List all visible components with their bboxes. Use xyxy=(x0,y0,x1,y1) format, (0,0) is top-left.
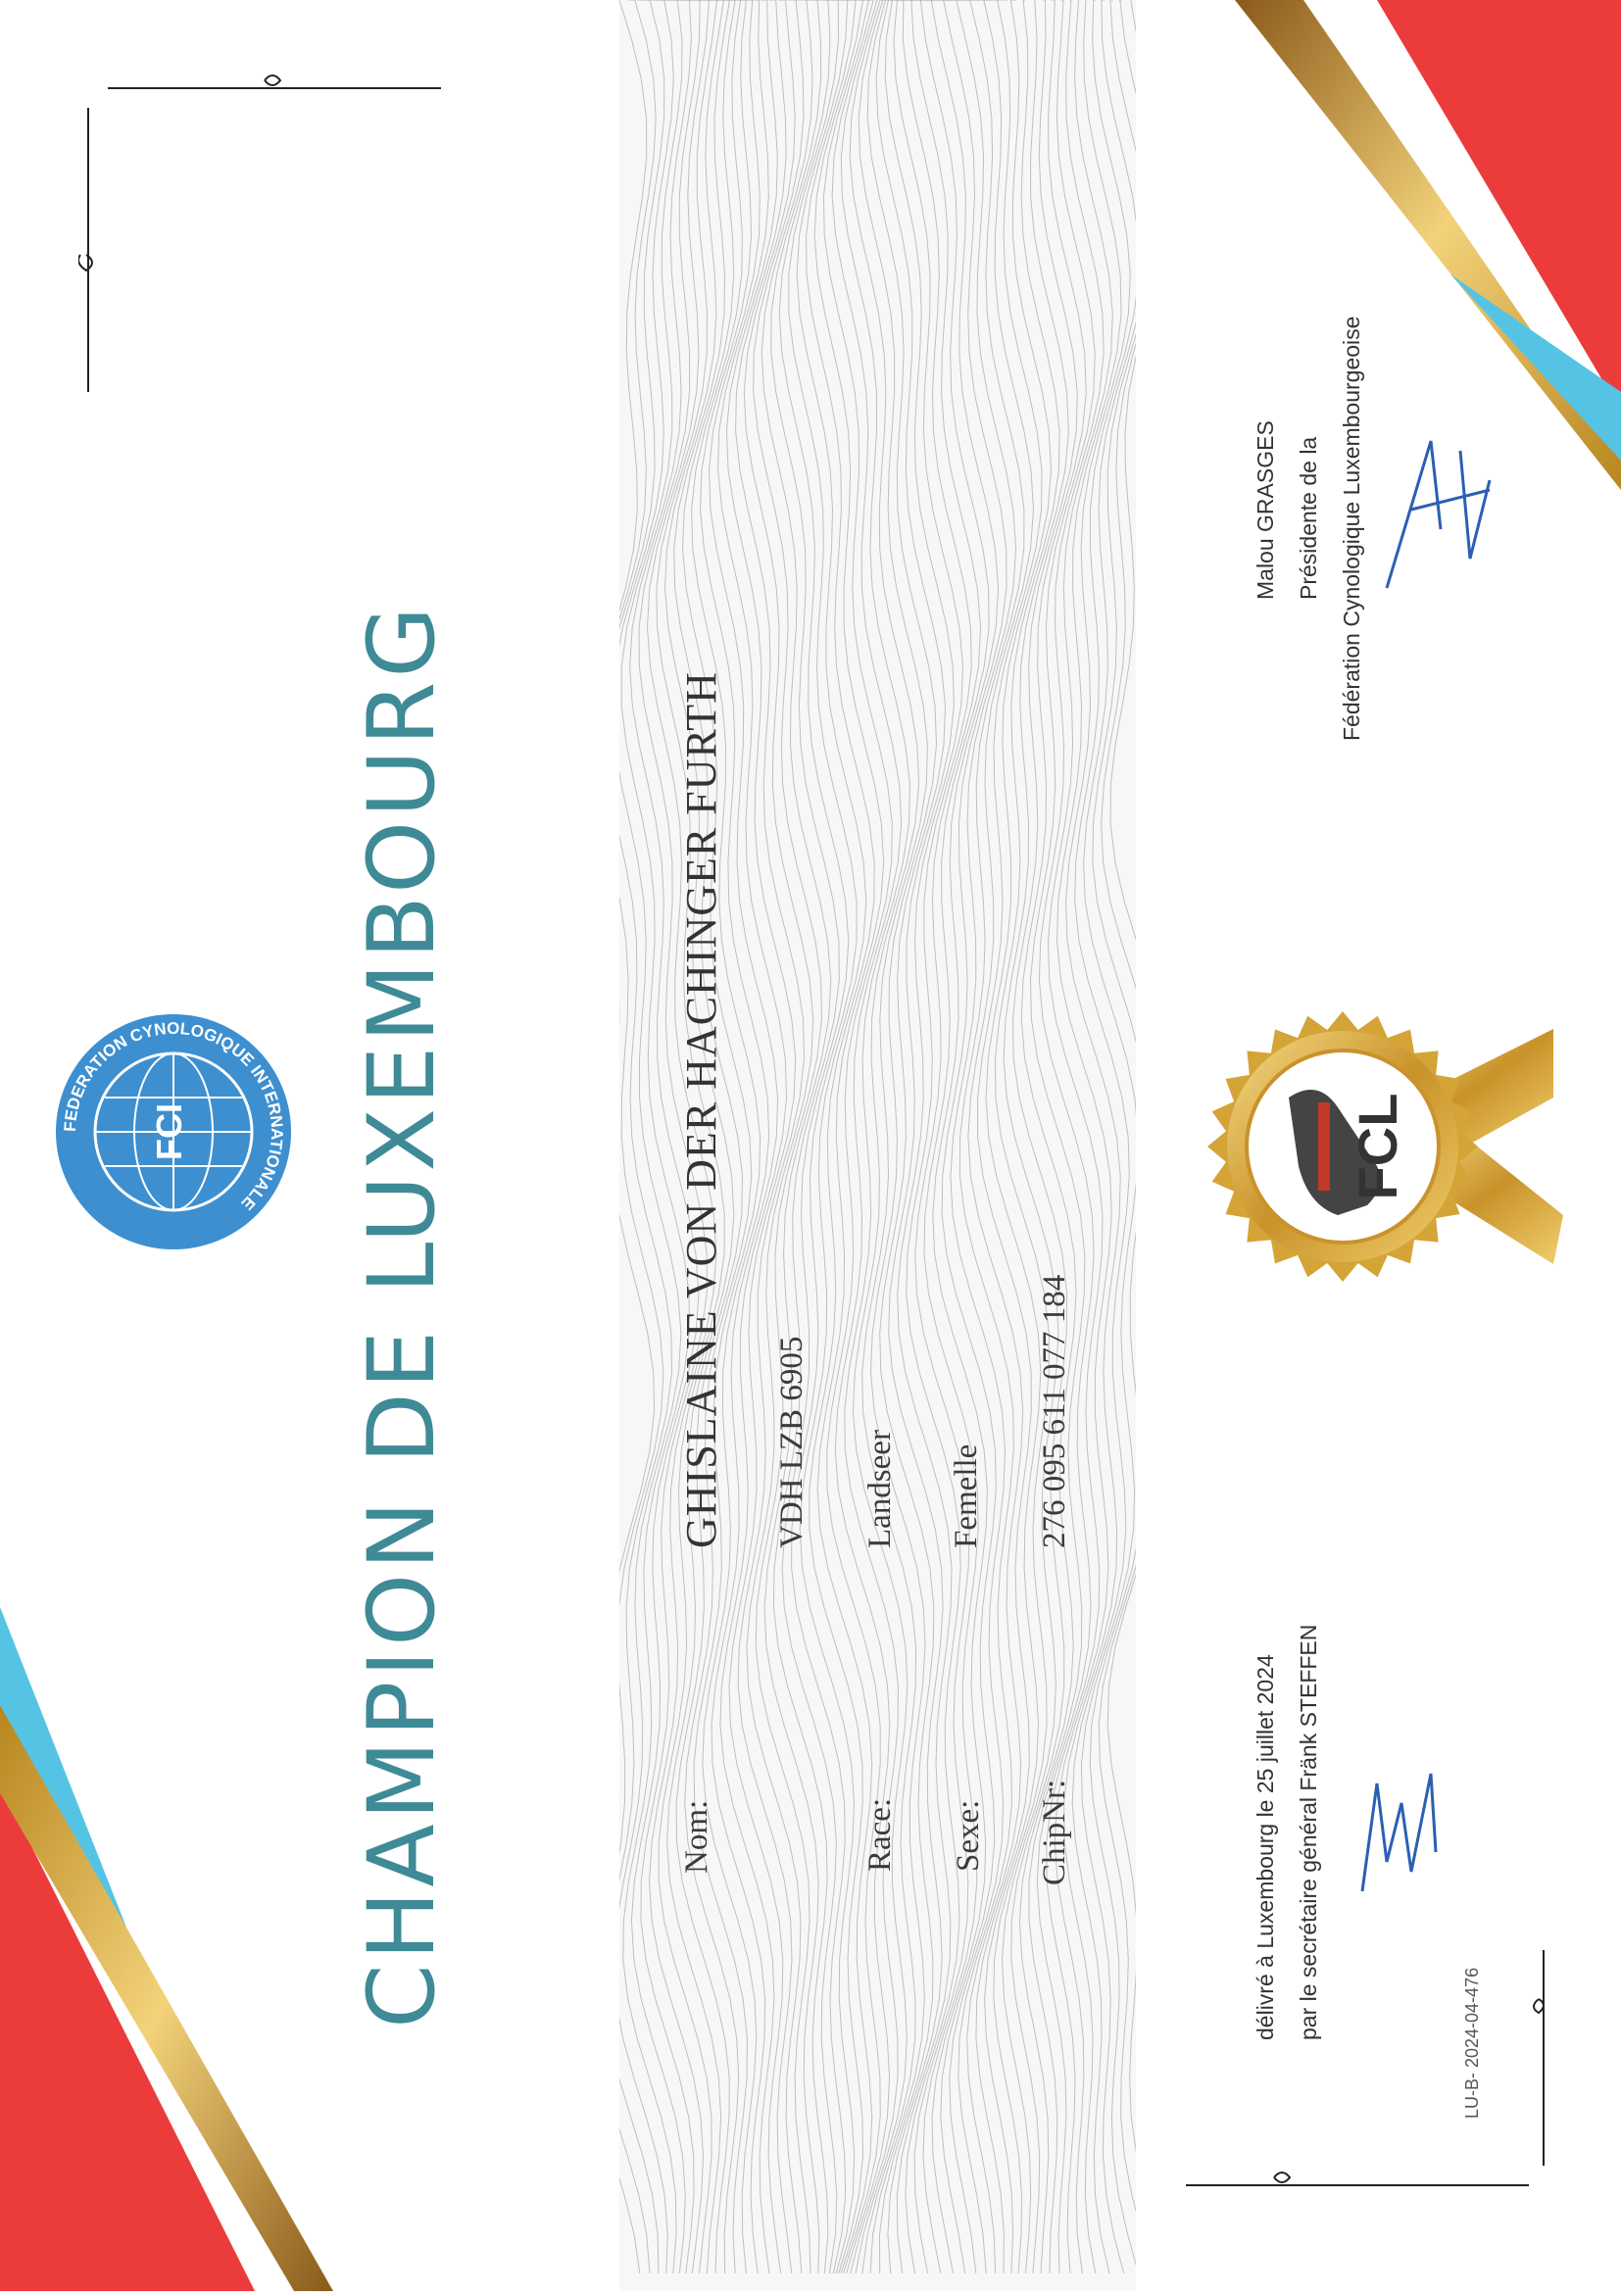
fcl-seal xyxy=(1171,990,1583,1303)
field-value-sexe: Femelle xyxy=(949,1443,984,1548)
field-value-race: Landseer xyxy=(862,1430,898,1548)
president-name: Malou GRASGES xyxy=(1253,420,1278,600)
president-title-1: Présidente de la xyxy=(1296,436,1321,600)
field-value-chipnr: 276 095 611 077 184 xyxy=(1037,1274,1072,1548)
top-left-ornament xyxy=(78,69,451,402)
fci-ring-text: FEDERATION CYNOLOGIQUE INTERNATIONALE xyxy=(60,1018,287,1214)
certificate-title: CHAMPION DE LUXEMBOURG xyxy=(349,602,456,2028)
secretary-signature xyxy=(1343,1744,1450,1901)
issued-line-2: par le secrétaire général Fränk STEFFEN xyxy=(1296,1624,1321,2040)
field-label-sexe: Sexe: xyxy=(951,1799,986,1872)
field-label-chipnr: ChipNr: xyxy=(1037,1779,1072,1885)
bottom-left-flag-decoration xyxy=(0,1607,353,2291)
president-signature xyxy=(1372,412,1499,608)
field-label-race: Race: xyxy=(862,1797,898,1872)
field-value-registration: VDH LZB 6905 xyxy=(774,1336,810,1548)
reference-number: LU-B- 2024-04-476 xyxy=(1462,1967,1482,2119)
fci-logo xyxy=(51,1009,296,1254)
field-label-nom: Nom: xyxy=(679,1799,714,1874)
president-title-2: Fédération Cynologique Luxembourgeoise xyxy=(1339,316,1364,741)
fci-center-text: FCI xyxy=(149,1103,189,1160)
fcl-seal-text: FCL xyxy=(1347,1093,1408,1200)
dog-name: GHISLAINE VON DER HACHINGER FURTH xyxy=(677,671,725,1548)
issued-line-1: délivré à Luxembourg le 25 juillet 2024 xyxy=(1253,1654,1278,2040)
bottom-right-ornament xyxy=(1176,1940,1568,2205)
